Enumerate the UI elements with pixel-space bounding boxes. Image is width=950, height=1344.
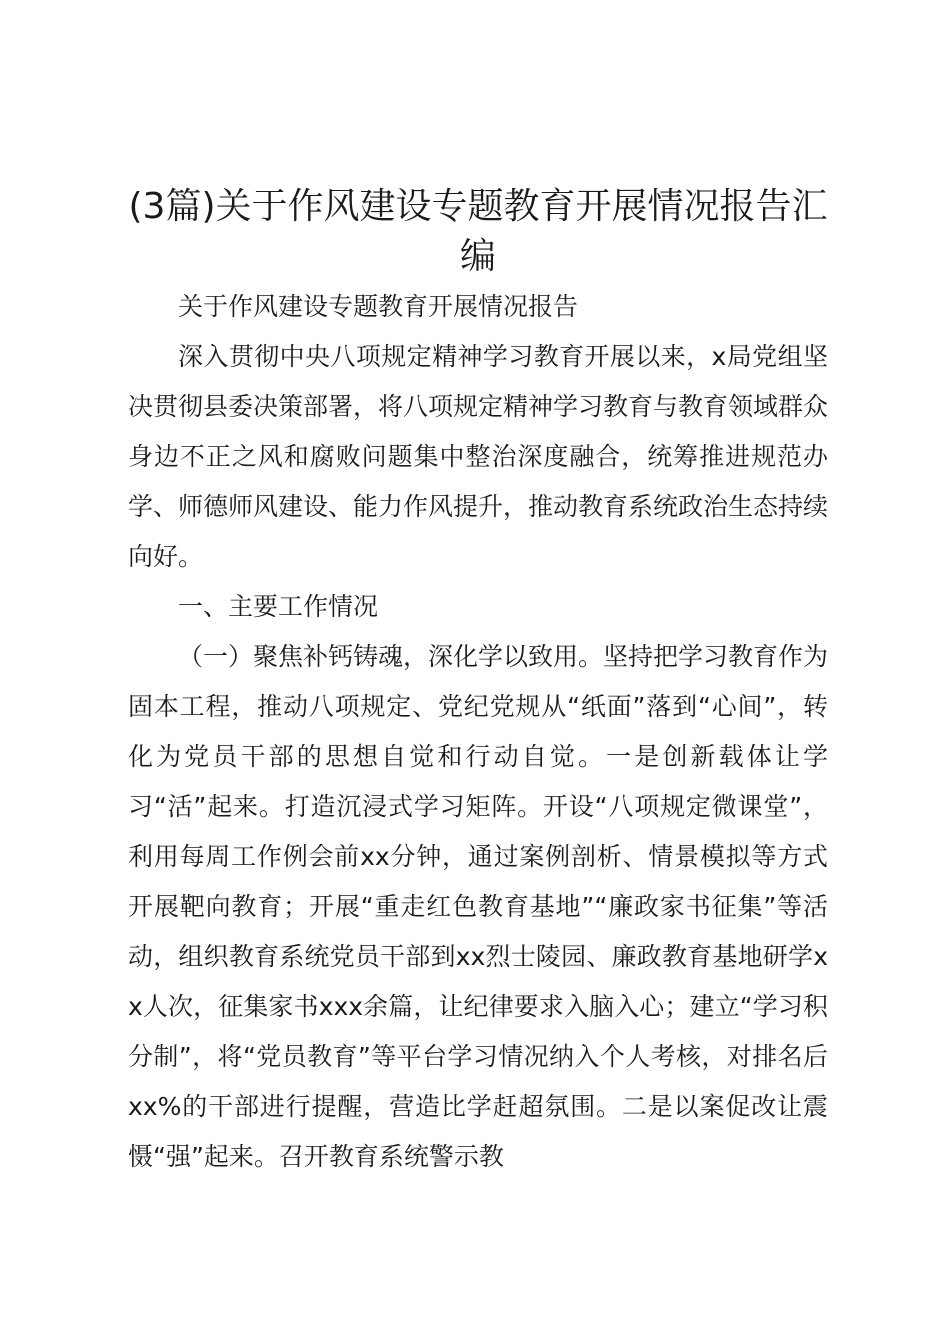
document-title: (3篇)关于作风建设专题教育开展情况报告汇编 [128, 186, 828, 277]
document-body [128, 282, 828, 1182]
section-heading: 一、主要工作情况 [178, 592, 379, 621]
paragraph-section-1: （一）聚焦补钙铸魂，深化学以致用。坚持把学习教育作为固本工程，推动八项规定、党纪党规从“纸面”落到“心间”，转化为党员干部的思想自觉和行动自觉。一是创新载体让学习“活”起来。打造沉浸式学习矩阵。开设“八项规定微课堂”，利用每周工作例会前xx分钟，通过案例剖析、情景模拟等方式开展靶向教育；开展“重走红色教育基地”“廉政家书征集”等活动，组织教育系统党员干部到xx烈士陵园、廉政教育基地研学xx人次，征集家书xxx余篇，让纪律要求入脑入心；建立“学习积分制”，将“党员教育”等平台学习情况纳入个人考核，对排名后xx%的干部进行提醒，营造比学赶超氛围。二是以案促改让震慑“强”起来。召开教育系统警示教 [128, 642, 829, 1171]
document-subtitle: 关于作风建设专题教育开展情况报告 [178, 292, 579, 321]
paragraph-intro: 深入贯彻中央八项规定精神学习教育开展以来，x局党组坚决贯彻县委决策部署，将八项规定精神学习教育与教育领域群众身边不正之风和腐败问题集中整治深度融合，统筹推进规范办学、师德师风建设、能力作风提升，推动教育系统政治生态持续向好。 [128, 342, 829, 571]
